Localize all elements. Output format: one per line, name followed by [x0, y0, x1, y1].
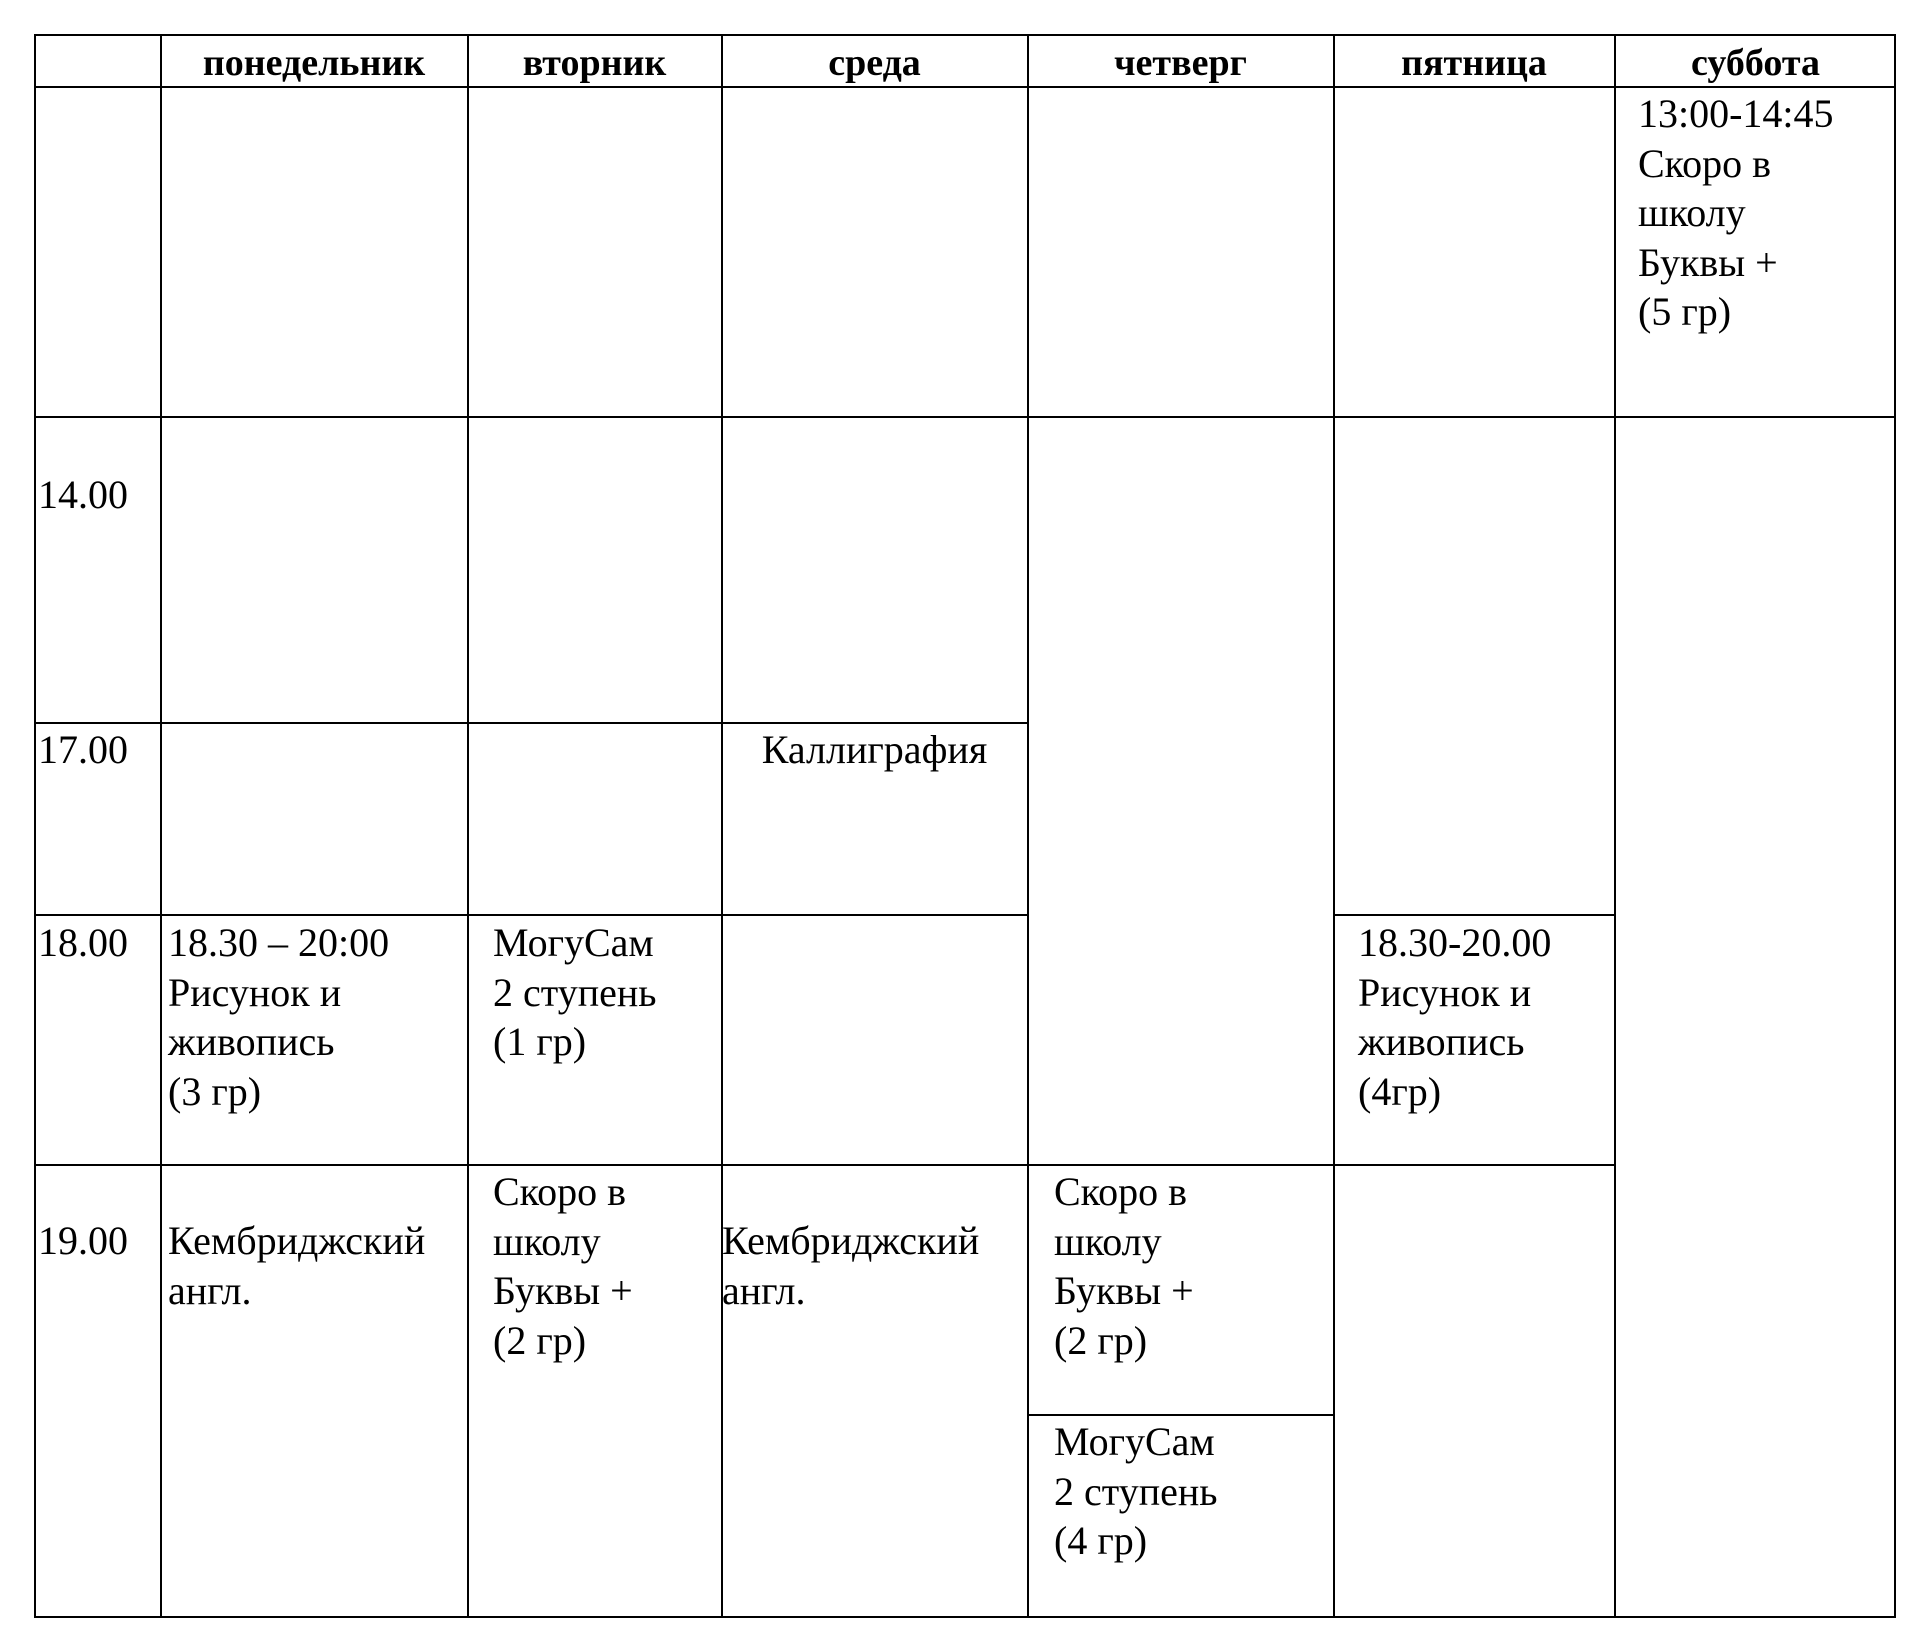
cell-wednesday-1900: Кембриджский англ. — [722, 1218, 980, 1313]
cell-monday-1900: Кембриджский англ. — [168, 1218, 426, 1313]
cell-monday-1800: 18.30 – 20:00 Рисунок и живопись (3 гр) — [168, 920, 390, 1114]
time-label-1900: 19.00 — [38, 1218, 128, 1263]
time-label-1400: 14.00 — [38, 472, 128, 517]
cell-saturday-1300: 13:00-14:45 Скоро в школу Буквы + (5 гр) — [1638, 91, 1834, 334]
cell-tuesday-1800: МогуСам 2 ступень (1 гр) — [493, 920, 657, 1064]
day-header-monday: понедельник — [202, 42, 426, 84]
row-divider-1800-fri — [1333, 914, 1614, 916]
col-divider-4 — [1027, 34, 1029, 1618]
day-header-saturday: суббота — [1691, 42, 1820, 84]
day-header-tuesday: вторник — [522, 42, 667, 84]
row-divider-1900 — [34, 1164, 1614, 1166]
cell-thursday-1900-b: МогуСам 2 ступень (4 гр) — [1054, 1419, 1218, 1563]
col-divider-1 — [160, 34, 162, 1618]
row-divider-thu-split — [1027, 1414, 1333, 1416]
cell-friday-1800: 18.30-20.00 Рисунок и живопись (4гр) — [1358, 920, 1552, 1114]
day-header-thursday: четверг — [1114, 42, 1247, 84]
time-label-1700: 17.00 — [38, 727, 128, 772]
cell-wednesday-1700: Каллиграфия — [761, 727, 988, 772]
day-header-friday: пятница — [1401, 42, 1547, 84]
row-divider-1300 — [34, 416, 1896, 418]
row-divider-1800 — [34, 914, 1027, 916]
col-divider-2 — [467, 34, 469, 1618]
col-divider-3 — [721, 34, 723, 1618]
time-label-1800: 18.00 — [38, 920, 128, 965]
day-header-wednesday: среда — [828, 42, 921, 84]
col-divider-5 — [1333, 34, 1335, 1618]
schedule-table — [34, 34, 1896, 1618]
cell-tuesday-1900: Скоро в школу Буквы + (2 гр) — [493, 1169, 633, 1363]
cell-thursday-1900-a: Скоро в школу Буквы + (2 гр) — [1054, 1169, 1194, 1363]
col-divider-6 — [1614, 34, 1616, 1618]
row-divider-1700 — [34, 722, 1027, 724]
